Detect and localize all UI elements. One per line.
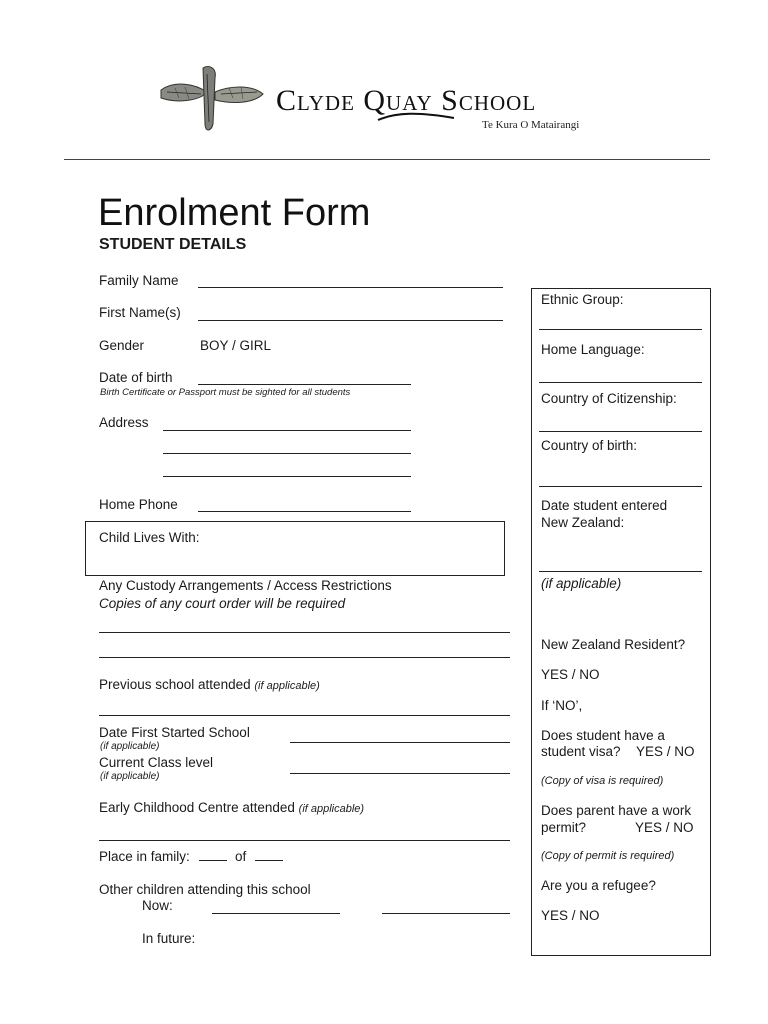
dob-field[interactable] (198, 384, 411, 385)
place-of-label: of (235, 849, 247, 864)
current-class-label: Current Class level (99, 755, 214, 770)
address-field-3[interactable] (163, 476, 411, 477)
country-birth-label: Country of birth: (541, 438, 638, 453)
place-in-family-field[interactable] (199, 860, 227, 861)
dob-label: Date of birth (99, 370, 173, 385)
custody-label: Any Custody Arrangements / Access Restrictions (99, 578, 392, 593)
school-name: Clyde Quay School (276, 84, 537, 117)
home-phone-field[interactable] (198, 511, 411, 512)
swoosh-icon (376, 110, 456, 124)
visa-label-1: Does student have a (541, 728, 665, 743)
custody-note: Copies of any court order will be required (99, 596, 346, 611)
gender-label: Gender (99, 338, 145, 353)
visa-options[interactable]: YES / NO (636, 744, 695, 759)
custody-field-2[interactable] (99, 657, 510, 658)
date-first-started-field[interactable] (290, 742, 510, 743)
dob-note: Birth Certificate or Passport must be sighted for all students (100, 387, 351, 398)
visa-note: (Copy of visa is required) (541, 775, 664, 787)
nz-resident-options[interactable]: YES / NO (541, 667, 600, 682)
address-field-2[interactable] (163, 453, 411, 454)
if-no-label: If ‘NO’, (541, 698, 583, 713)
refugee-label: Are you a refugee? (541, 878, 656, 893)
family-name-field[interactable] (198, 287, 503, 288)
nz-resident-label: New Zealand Resident? (541, 637, 686, 652)
now-field-1[interactable] (212, 913, 340, 914)
in-future-label: In future: (142, 931, 196, 946)
work-permit-label-1: Does parent have a work (541, 803, 692, 818)
previous-school-text: Previous school attended (99, 677, 251, 692)
child-lives-with-label: Child Lives With: (99, 530, 200, 545)
school-logo-icon (155, 62, 267, 134)
refugee-options[interactable]: YES / NO (541, 908, 600, 923)
date-entered-note: (if applicable) (541, 576, 622, 591)
early-childhood-note: (if applicable) (298, 803, 365, 815)
country-citizenship-label: Country of Citizenship: (541, 391, 677, 406)
current-class-note: (if applicable) (100, 771, 160, 782)
country-citizenship-field[interactable] (539, 431, 702, 432)
header-divider (64, 159, 710, 160)
date-entered-label-2: New Zealand: (541, 515, 625, 530)
home-phone-label: Home Phone (99, 497, 178, 512)
early-childhood-label (99, 800, 364, 816)
custody-field-1[interactable] (99, 632, 510, 633)
date-entered-label-1: Date student entered (541, 498, 668, 513)
ethnic-group-field[interactable] (539, 329, 702, 330)
previous-school-note: (if applicable) (254, 680, 320, 692)
address-field-1[interactable] (163, 430, 411, 431)
home-language-label: Home Language: (541, 342, 645, 357)
permit-note: (Copy of permit is required) (541, 850, 675, 862)
family-size-field[interactable] (255, 860, 283, 861)
work-permit-label-2: permit? (541, 820, 587, 835)
visa-label-2: student visa? (541, 744, 621, 759)
section-title: STUDENT DETAILS (99, 236, 247, 253)
current-class-field[interactable] (290, 773, 510, 774)
first-names-label: First Name(s) (99, 305, 181, 320)
now-label: Now: (142, 898, 173, 913)
other-children-label: Other children attending this school (99, 882, 311, 897)
first-names-field[interactable] (198, 320, 503, 321)
country-birth-field[interactable] (539, 486, 702, 487)
now-field-2[interactable] (382, 913, 510, 914)
form-title: Enrolment Form (98, 192, 371, 234)
early-childhood-field[interactable] (99, 840, 510, 841)
date-first-started-note: (if applicable) (100, 741, 160, 752)
ethnic-group-label: Ethnic Group: (541, 292, 624, 307)
previous-school-label (99, 677, 320, 693)
previous-school-field[interactable] (99, 715, 510, 716)
place-in-family-label: Place in family: (99, 849, 190, 864)
address-label: Address (99, 415, 149, 430)
family-name-label: Family Name (99, 273, 179, 288)
early-childhood-text: Early Childhood Centre attended (99, 800, 295, 815)
work-permit-options[interactable]: YES / NO (635, 820, 694, 835)
date-first-started-label: Date First Started School (99, 725, 250, 740)
gender-options[interactable]: BOY / GIRL (200, 338, 272, 353)
school-subtitle: Te Kura O Matairangi (482, 119, 580, 131)
date-entered-field[interactable] (539, 571, 702, 572)
home-language-field[interactable] (539, 382, 702, 383)
